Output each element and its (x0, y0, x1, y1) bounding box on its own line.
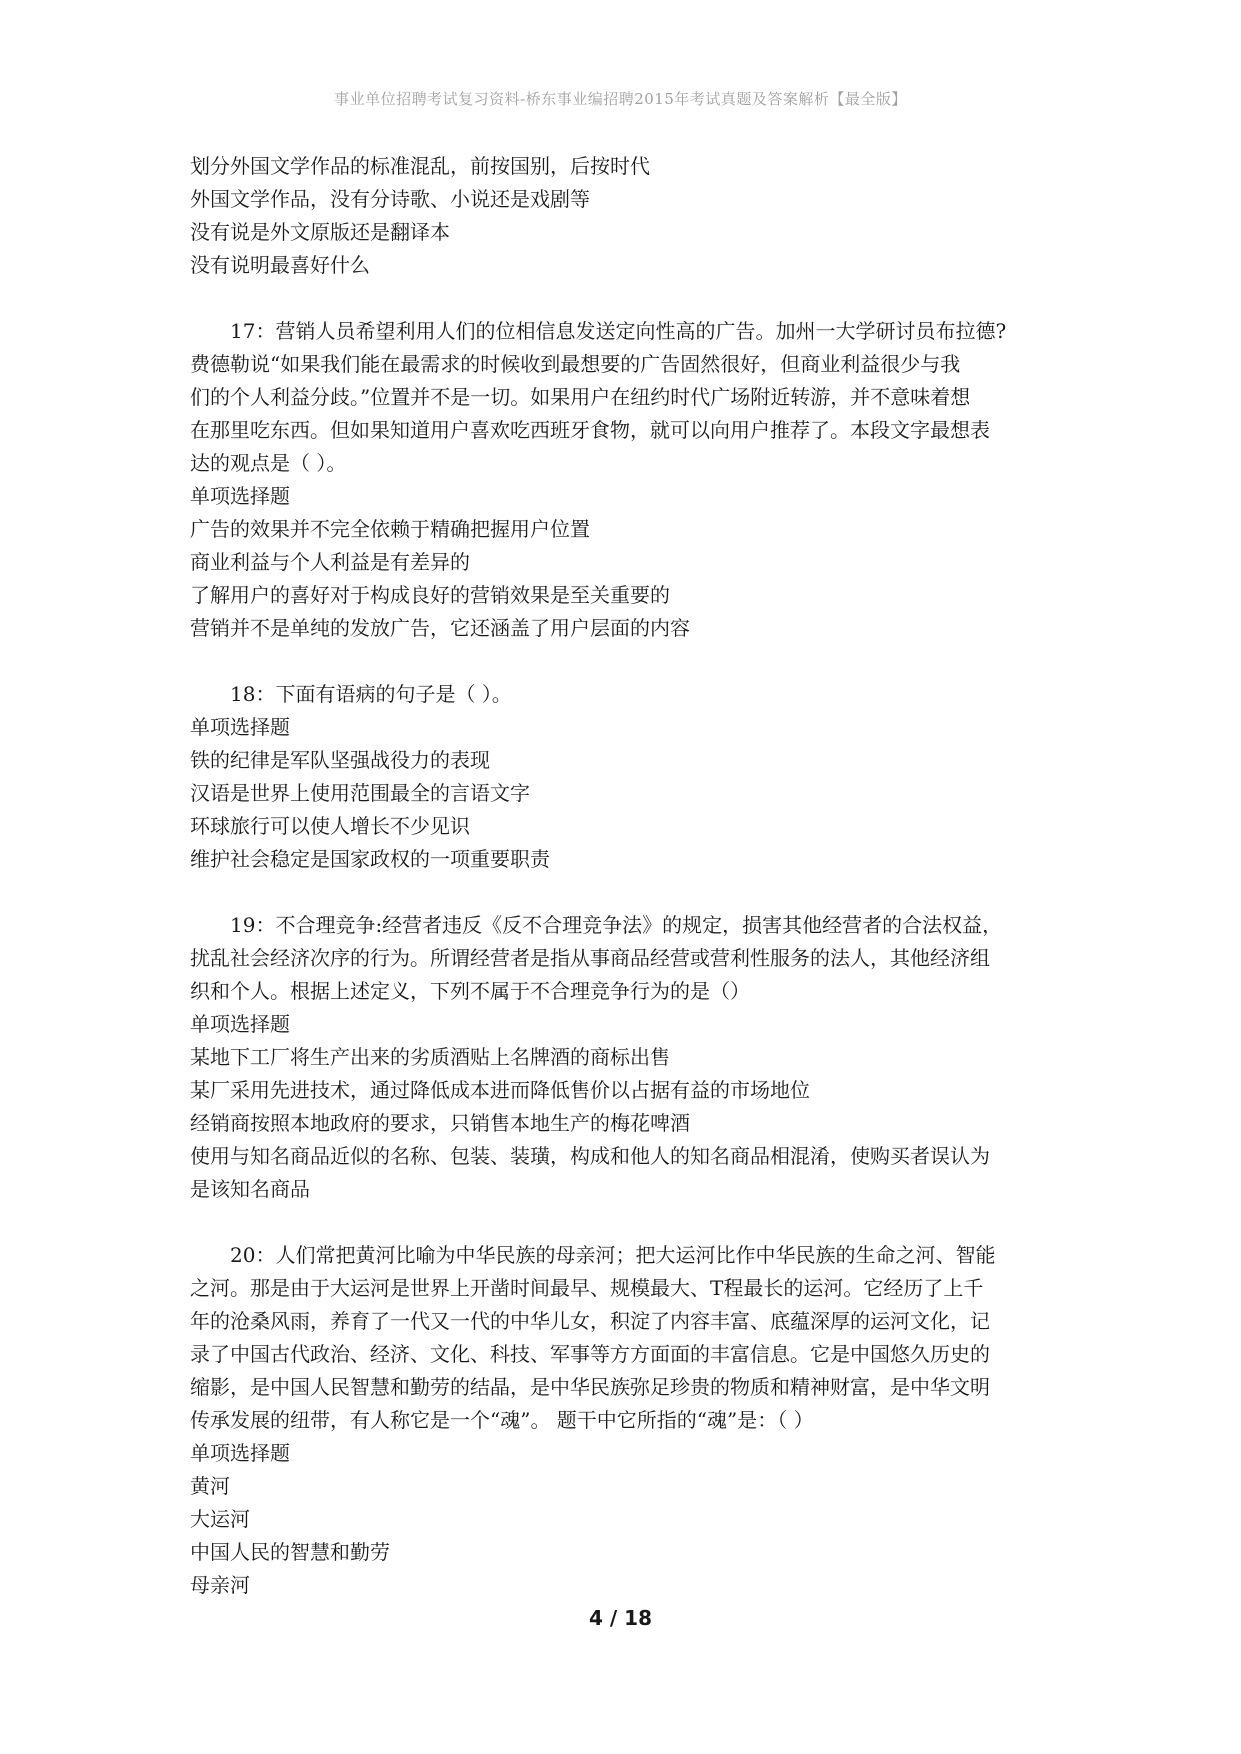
option-line: 黄河 (190, 1474, 230, 1498)
option-line: 某地下工厂将生产出来的劣质酒贴上名牌酒的商标出售 (190, 1045, 670, 1069)
question-stem-line: 们的个人利益分歧。”位置并不是一切。如果用户在纽约时代广场附近转游，并不意味着想 (190, 385, 971, 409)
option-line: 没有说明最喜好什么 (190, 253, 370, 277)
option-line: 母亲河 (190, 1573, 250, 1597)
question-stem-line: 19：不合理竞争:经营者违反《反不合理竞争法》的规定，损害其他经营者的合法权益， (230, 913, 1003, 937)
question-19 (190, 909, 1060, 1206)
question-20 (190, 1239, 1060, 1602)
question-type: 单项选择题 (190, 715, 290, 739)
option-line: 经销商按照本地政府的要求，只销售本地生产的梅花啤酒 (190, 1111, 690, 1135)
question-stem-line: 20：人们常把黄河比喻为中华民族的母亲河；把大运河比作中华民族的生命之河、智能 (230, 1243, 996, 1267)
question-type: 单项选择题 (190, 1441, 290, 1465)
option-line: 没有说是外文原版还是翻译本 (190, 220, 450, 244)
option-line: 大运河 (190, 1507, 250, 1531)
question-stem-line: 传承发展的纽带，有人称它是一个“魂”。 题干中它所指的“魂”是：（ ） (190, 1408, 814, 1432)
question-stem-line: 达的观点是（ ）。 (190, 451, 347, 475)
question-stem-line: 之河。那是由于大运河是世界上开凿时间最早、规模最大、T程最长的运河。它经历了上千 (190, 1276, 984, 1300)
option-line: 中国人民的智慧和勤劳 (190, 1540, 390, 1564)
option-line: 营销并不是单纯的发放广告，它还涵盖了用户层面的内容 (190, 616, 690, 640)
question-type: 单项选择题 (190, 484, 290, 508)
question-17 (190, 315, 1060, 645)
question-18 (190, 678, 1060, 876)
question-stem-line: 缩影，是中国人民智慧和勤劳的结晶，是中华民族弥足珍贵的物质和精神财富，是中华文明 (190, 1375, 990, 1399)
option-line: 汉语是世界上使用范围最全的言语文字 (190, 781, 530, 805)
option-line: 某厂采用先进技术，通过降低成本进而降低售价以占据有益的市场地位 (190, 1078, 810, 1102)
question-stem-line: 织和个人。根据上述定义，下列不属于不合理竞争行为的是（） (190, 979, 750, 1003)
option-line: 使用与知名商品近似的名称、包装、装璜，构成和他人的知名商品相混淆，使购买者误认为 是该知名商品 (190, 1144, 990, 1201)
question-stem-line: 18：下面有语病的句子是（ ）。 (230, 682, 512, 706)
option-line: 维护社会稳定是国家政权的一项重要职责 (190, 847, 550, 871)
option-line: 广告的效果并不完全依赖于精确把握用户位置 (190, 517, 590, 541)
option-line: 环球旅行可以使人增长不少见识 (190, 814, 470, 838)
question-stem-line: 17：营销人员希望利用人们的位相信息发送定向性高的广告。加州一大学研讨员布拉德? (230, 319, 1007, 343)
option-line: 了解用户的喜好对于构成良好的营销效果是至关重要的 (190, 583, 670, 607)
option-line: 铁的纪律是军队坚强战役力的表现 (190, 748, 490, 772)
lead-options (190, 150, 1060, 282)
question-type: 单项选择题 (190, 1012, 290, 1036)
question-stem-line: 在那里吃东西。但如果知道用户喜欢吃西班牙食物，就可以向用户推荐了。本段文字最想表 (190, 418, 990, 442)
page-header: 事业单位招聘考试复习资料-桥东事业编招聘2015年考试真题及答案解析【最全版】 (334, 90, 907, 108)
question-stem-line: 扰乱社会经济次序的行为。所谓经营者是指从事商品经营或营利性服务的法人，其他经济组 (190, 946, 990, 970)
question-stem-line: 年的沧桑风雨，养育了一代又一代的中华儿女，积淀了内容丰富、底蕴深厚的运河文化，记 (190, 1309, 990, 1333)
option-line: 商业利益与个人利益是有差异的 (190, 550, 470, 574)
question-stem-line: 录了中国古代政治、经济、文化、科技、军事等方方面面的丰富信息。它是中国悠久历史的 (190, 1342, 990, 1366)
option-line: 划分外国文学作品的标准混乱，前按国别，后按时代 (190, 154, 650, 178)
question-stem-line: 费德勒说“如果我们能在最需求的时候收到最想要的广告固然很好，但商业利益很少与我 (190, 352, 961, 376)
document-body (190, 150, 1060, 1602)
page-number: 4 / 18 (589, 1606, 652, 1630)
option-line: 外国文学作品，没有分诗歌、小说还是戏剧等 (190, 187, 590, 211)
